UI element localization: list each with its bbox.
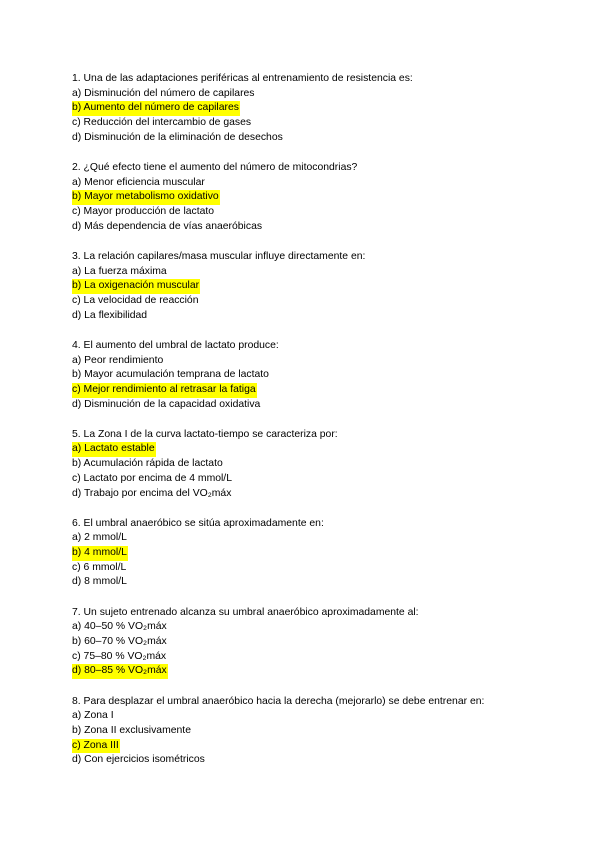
answer-option-b xyxy=(72,546,572,561)
option-text: b) 60–70 % VO₂máx xyxy=(72,636,167,647)
option-text: c) Lactato por encima de 4 mmol/L xyxy=(72,472,232,484)
answer-option-b xyxy=(72,724,572,739)
answer-option-d xyxy=(72,487,572,502)
answer-option-d xyxy=(72,575,572,590)
highlighted-answer: a) Lactato estable xyxy=(72,442,156,457)
answer-option-d xyxy=(72,664,572,679)
answer-option-b xyxy=(72,190,572,205)
answer-option-a xyxy=(72,87,572,102)
highlighted-answer: b) 4 mmol/L xyxy=(72,546,128,561)
answer-option-c xyxy=(72,294,572,309)
highlighted-answer: b) Aumento del número de capilares xyxy=(72,101,240,116)
answer-option-c xyxy=(72,650,572,665)
answer-option-a xyxy=(72,354,572,369)
question-prompt: 2. ¿Qué efecto tiene el aumento del número de mitocondrias? xyxy=(72,161,358,173)
highlighted-answer: b) La oxigenación muscular xyxy=(72,279,200,294)
question-7 xyxy=(72,606,572,679)
option-text: d) Con ejercicios isométricos xyxy=(72,754,205,766)
option-text: a) Peor rendimiento xyxy=(72,354,164,366)
question-5 xyxy=(72,428,572,501)
question-6 xyxy=(72,517,572,590)
answer-option-a xyxy=(72,620,572,635)
option-text: d) La flexibilidad xyxy=(72,309,148,321)
answer-option-a xyxy=(72,531,572,546)
option-text: d) Trabajo por encima del VO₂máx xyxy=(72,487,232,499)
document-page xyxy=(72,72,572,784)
answer-option-c xyxy=(72,116,572,131)
answer-option-d xyxy=(72,220,572,235)
option-text: d) Disminución de la eliminación de desechos xyxy=(72,131,283,143)
answer-option-b xyxy=(72,101,572,116)
option-text: b) Mayor acumulación temprana de lactato xyxy=(72,369,269,381)
question-2 xyxy=(72,161,572,234)
question-prompt: 7. Un sujeto entrenado alcanza su umbral anaeróbico aproximadamente al: xyxy=(72,606,419,618)
highlighted-answer: d) 80–85 % VO₂máx xyxy=(72,664,168,679)
option-text: c) Reducción del intercambio de gases xyxy=(72,117,252,129)
question-1 xyxy=(72,72,572,145)
answer-option-a xyxy=(72,265,572,280)
highlighted-answer: c) Zona III xyxy=(72,739,120,754)
option-text: a) Zona I xyxy=(72,710,114,722)
option-text: c) La velocidad de reacción xyxy=(72,294,199,306)
question-prompt: 3. La relación capilares/masa muscular influye directamente en: xyxy=(72,250,366,262)
answer-option-d xyxy=(72,753,572,768)
option-text: a) 40–50 % VO₂máx xyxy=(72,621,167,633)
option-text: c) 6 mmol/L xyxy=(72,561,127,573)
option-text: d) 8 mmol/L xyxy=(72,576,127,588)
question-prompt: 8. Para desplazar el umbral anaeróbico hacia la derecha (mejorarlo) se debe entrenar en: xyxy=(72,695,485,707)
answer-option-a xyxy=(72,709,572,724)
answer-option-b xyxy=(72,368,572,383)
answer-option-b xyxy=(72,635,572,650)
option-text: d) Más dependencia de vías anaeróbicas xyxy=(72,220,263,232)
answer-option-b xyxy=(72,279,572,294)
answer-option-c xyxy=(72,472,572,487)
highlighted-answer: b) Mayor metabolismo oxidativo xyxy=(72,190,220,205)
question-prompt: 6. El umbral anaeróbico se sitúa aproximadamente en: xyxy=(72,517,324,529)
question-8 xyxy=(72,695,572,768)
question-prompt: 1. Una de las adaptaciones periféricas al entrenamiento de resistencia es: xyxy=(72,73,413,84)
answer-option-c xyxy=(72,739,572,754)
option-text: a) Disminución del número de capilares xyxy=(72,87,255,99)
answer-option-d xyxy=(72,131,572,146)
answer-option-c xyxy=(72,383,572,398)
answer-option-d xyxy=(72,309,572,324)
answer-option-d xyxy=(72,398,572,413)
question-prompt: 5. La Zona I de la curva lactato-tiempo se caracteriza por: xyxy=(72,428,338,440)
question-prompt: 4. El aumento del umbral de lactato produce: xyxy=(72,339,279,351)
question-4 xyxy=(72,339,572,412)
option-text: c) Mayor producción de lactato xyxy=(72,206,215,217)
answer-option-c xyxy=(72,561,572,576)
answer-option-a xyxy=(72,442,572,457)
option-text: a) 2 mmol/L xyxy=(72,532,127,544)
answer-option-c xyxy=(72,205,572,220)
option-text: c) 75–80 % VO₂máx xyxy=(72,650,167,662)
option-text: d) Disminución de la capacidad oxidativa xyxy=(72,398,261,410)
highlighted-answer: c) Mejor rendimiento al retrasar la fatiga xyxy=(72,383,257,398)
answer-option-a xyxy=(72,176,572,191)
option-text: b) Acumulación rápida de lactato xyxy=(72,458,223,470)
question-3 xyxy=(72,250,572,323)
option-text: a) La fuerza máxima xyxy=(72,265,167,277)
option-text: b) Zona II exclusivamente xyxy=(72,724,191,736)
answer-option-b xyxy=(72,457,572,472)
option-text: a) Menor eficiencia muscular xyxy=(72,176,205,188)
